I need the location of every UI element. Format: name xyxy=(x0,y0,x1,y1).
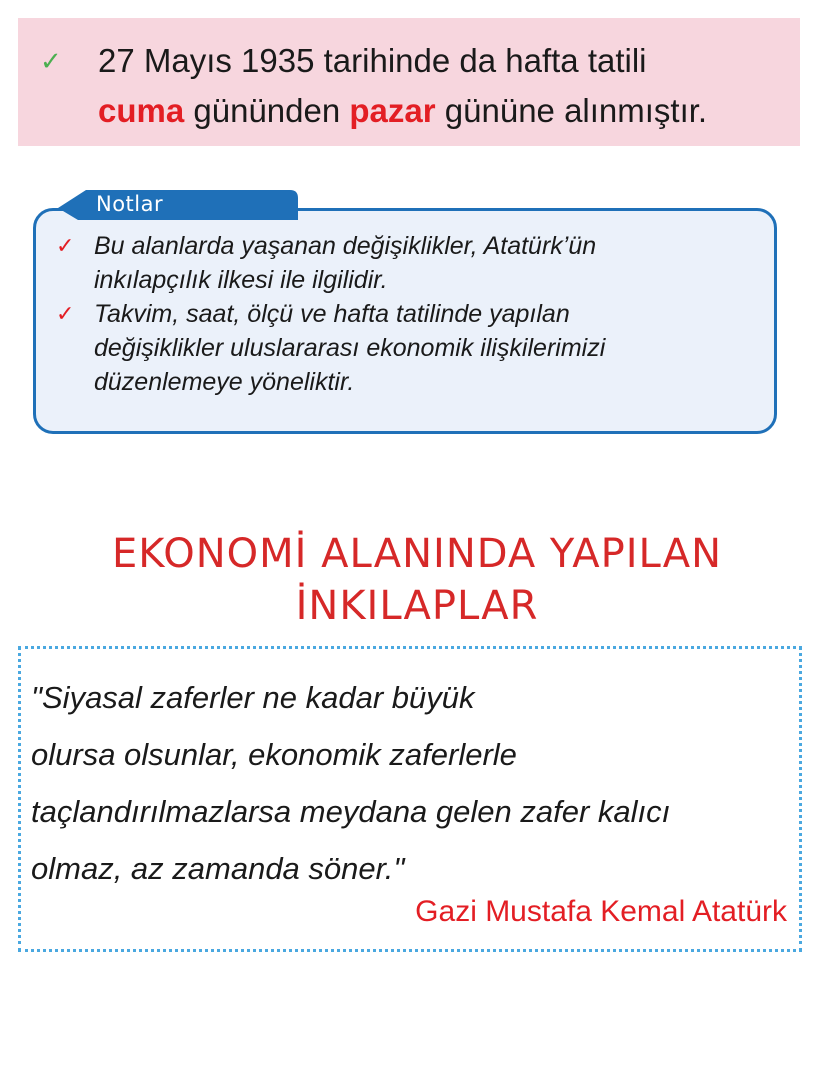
fact-highlight-cuma: cuma xyxy=(98,92,185,129)
note-line: düzenlemeye yöneliktir. xyxy=(94,368,355,396)
check-icon: ✓ xyxy=(56,301,75,326)
fact-text-1: 27 Mayıs 1935 tarihinde da hafta tatili xyxy=(98,42,647,79)
notes-label: Notlar xyxy=(96,192,164,216)
check-icon: ✓ xyxy=(40,46,62,76)
fact-box xyxy=(18,18,800,146)
quote-box xyxy=(18,646,802,952)
quote-line: taçlandırılmazlarsa meydana gelen zafer kalıcı xyxy=(31,794,671,829)
note-item xyxy=(56,297,754,399)
note-text xyxy=(94,229,754,297)
fact-highlight-pazar: pazar xyxy=(349,92,436,129)
fact-line-2 xyxy=(40,86,800,136)
section-title xyxy=(0,528,834,632)
notes-tab-shape xyxy=(58,188,298,220)
notes-box xyxy=(33,208,777,434)
quote-line: olursa olsunlar, ekonomik zaferlerle xyxy=(31,737,517,772)
check-icon: ✓ xyxy=(56,233,75,258)
quote-author: Gazi Mustafa Kemal Atatürk xyxy=(415,895,787,928)
quote-line: "Siyasal zaferler ne kadar büyük xyxy=(31,680,475,715)
fact-text-end: gününe alınmıştır. xyxy=(435,92,708,129)
fact-text-mid: gününden xyxy=(184,92,350,129)
fact-line-1 xyxy=(40,36,800,86)
section-title-line-2: İNKILAPLAR xyxy=(295,583,539,629)
quote-line: olmaz, az zamanda söner." xyxy=(31,851,405,886)
note-line: değişiklikler uluslararası ekonomik ilişkilerimizi xyxy=(94,334,606,362)
note-item xyxy=(56,229,754,297)
note-line: Bu alanlarda yaşanan değişiklikler, Atatürk’ün xyxy=(94,232,597,260)
note-line: inkılapçılık ilkesi ile ilgilidir. xyxy=(94,266,388,294)
quote-text xyxy=(31,669,799,897)
section-title-line-1: EKONOMİ ALANINDA YAPILAN xyxy=(111,531,723,577)
note-text xyxy=(94,297,754,399)
note-line: Takvim, saat, ölçü ve hafta tatilinde yapılan xyxy=(94,300,570,328)
